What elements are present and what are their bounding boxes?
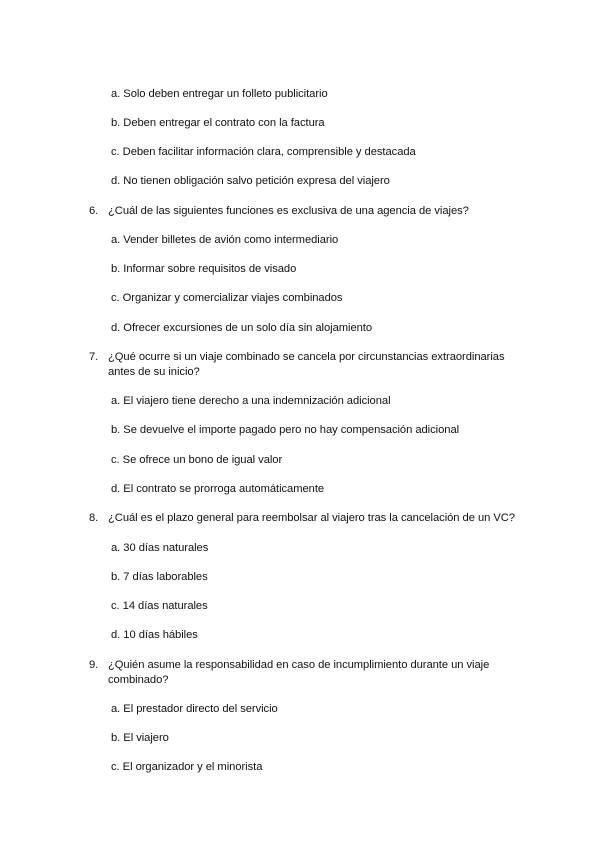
question-number: 9. [89, 659, 99, 671]
question-number: 6. [89, 205, 99, 217]
question-text-line2: combinado? [108, 674, 169, 686]
option-d: d. Ofrecer excursiones de un solo día sin alojamiento [111, 322, 373, 334]
option-b: b. Deben entregar el contrato con la factura [111, 117, 325, 129]
option-b: b. Informar sobre requisitos de visado [111, 263, 297, 275]
option-c: c. Organizar y comercializar viajes combinados [111, 292, 343, 304]
option-c: c. El organizador y el minorista [111, 761, 263, 773]
question-number: 7. [89, 351, 99, 363]
option-d: d. 10 días hábiles [111, 629, 198, 641]
option-c: c. Deben facilitar información clara, comprensible y destacada [111, 146, 416, 158]
question-text: ¿Cuál es el plazo general para reembolsar al viajero tras la cancelación de un VC? [108, 512, 515, 524]
option-c: c. Se ofrece un bono de igual valor [111, 454, 283, 466]
option-a: a. Vender billetes de avión como intermediario [111, 234, 339, 246]
option-a: a. 30 días naturales [111, 542, 209, 554]
question-text-line1: ¿Qué ocurre si un viaje combinado se cancela por circunstancias extraordinarias [108, 351, 505, 363]
option-d: d. El contrato se prorroga automáticamente [111, 483, 325, 495]
question-text-line1: ¿Quién asume la responsabilidad en caso de incumplimiento durante un viaje [108, 659, 490, 671]
option-d: d. No tienen obligación salvo petición expresa del viajero [111, 175, 390, 187]
option-a: a. El viajero tiene derecho a una indemnización adicional [111, 395, 391, 407]
option-b: b. 7 días laborables [111, 571, 208, 583]
option-b: b. Se devuelve el importe pagado pero no hay compensación adicional [111, 424, 460, 436]
option-b: b. El viajero [111, 732, 169, 744]
question-number: 8. [89, 512, 99, 524]
option-a: a. El prestador directo del servicio [111, 703, 278, 715]
question-text-line2: antes de su inicio? [108, 366, 200, 378]
option-a: a. Solo deben entregar un folleto publicitario [111, 88, 328, 100]
question-text: ¿Cuál de las siguientes funciones es exclusiva de una agencia de viajes? [108, 205, 469, 217]
option-c: c. 14 días naturales [111, 600, 208, 612]
